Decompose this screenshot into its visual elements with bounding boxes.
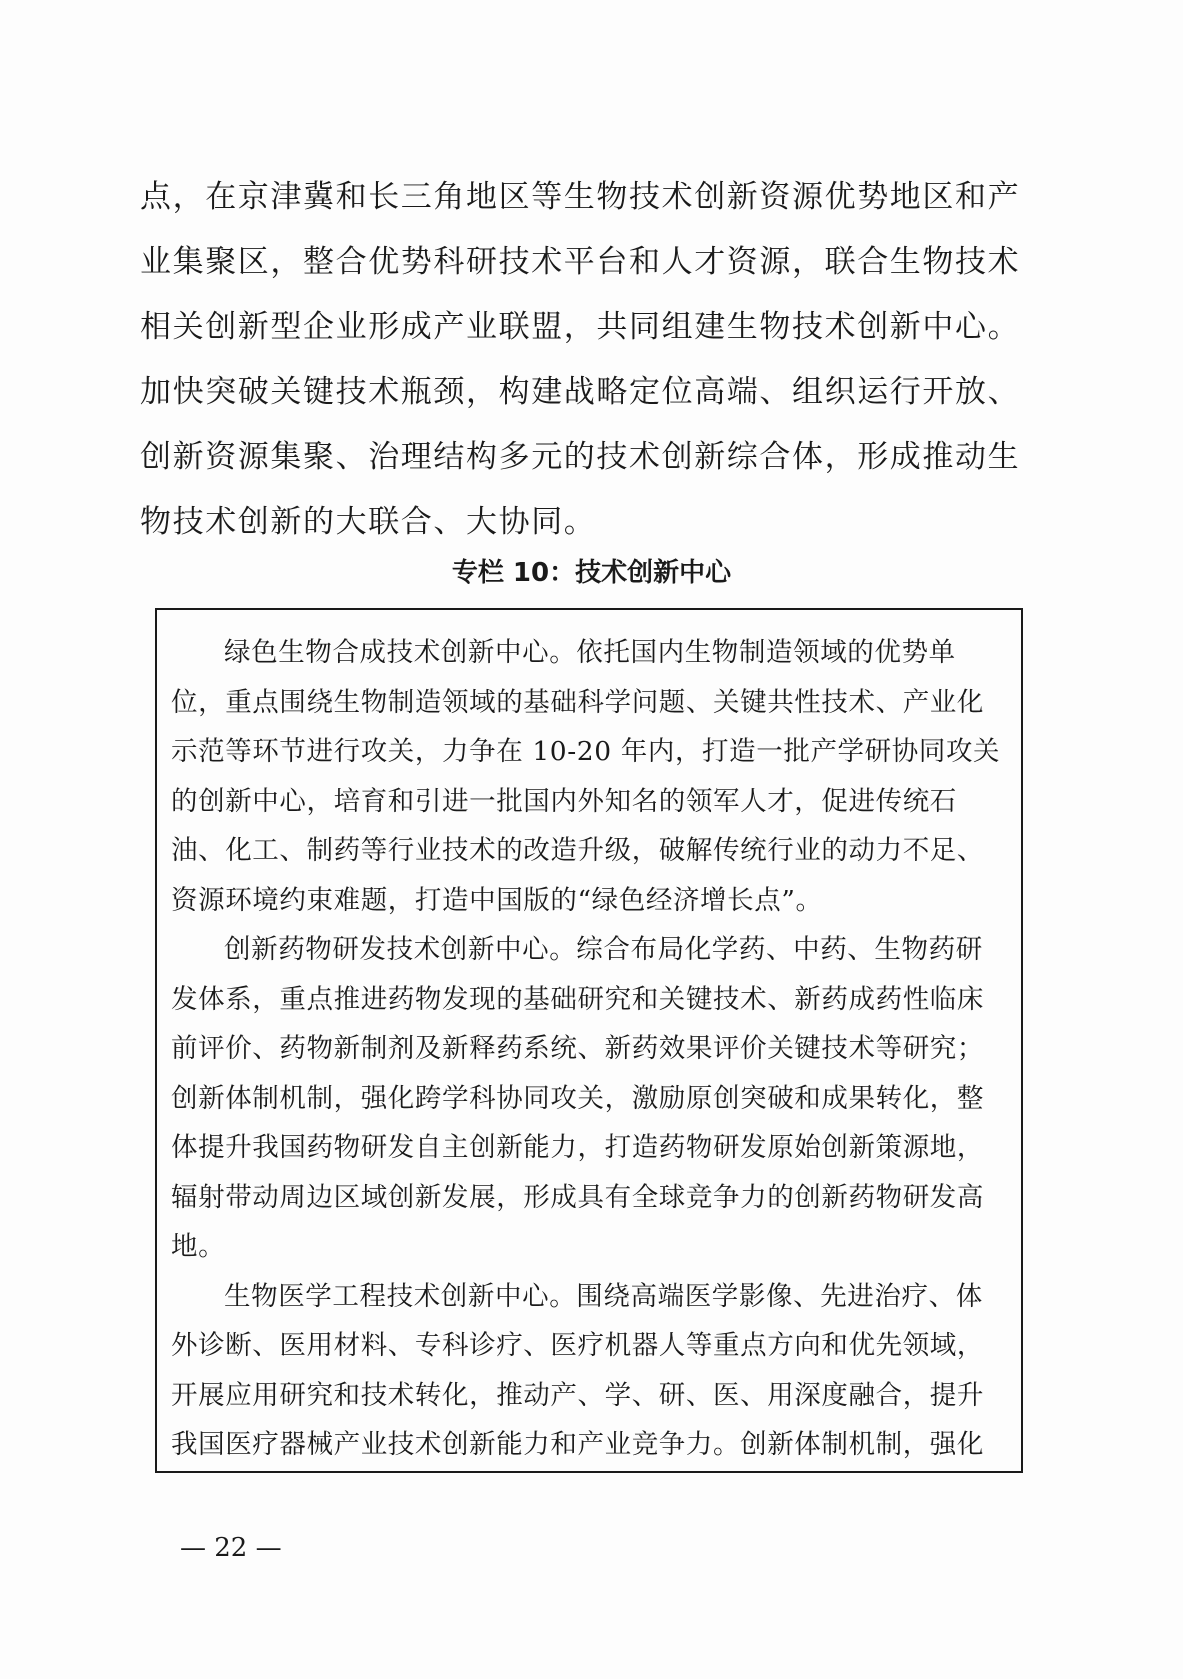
column-paragraph-drug-development: 创新药物研发技术创新中心。综合布局化学药、中药、生物药研发体系，重点推进药物发现的基础研究和关键技术、新药成药性临床前评价、药物新制剂及新释药系统、新药效果评价关键技术等研究；创新体制机制，强化跨学科协同攻关，激励原创突破和成果转化，整体提升我国药物研发自主创新能力，打造药物研发原始创新策源地，辐射带动周边区域创新发展，形成具有全球竞争力的创新药物研发高地。 — [171, 934, 984, 1262]
intro-paragraph: 点，在京津冀和长三角地区等生物技术创新资源优势地区和产业集聚区，整合优势科研技术平台和人才资源，联合生物技术相关创新型企业形成产业联盟，共同组建生物技术创新中心。加快突破关键技术瓶颈，构建战略定位高端、组织运行开放、创新资源集聚、治理结构多元的技术创新综合体，形成推动生物技术创新的大联合、大协同。 — [140, 179, 1021, 540]
page-number: — 22 — — [180, 1533, 282, 1563]
column-box — [155, 608, 1023, 1473]
column-title: 专栏 10：技术创新中心 — [451, 558, 732, 588]
column-paragraph-green-biosynthesis: 绿色生物合成技术创新中心。依托国内生物制造领域的优势单位，重点围绕生物制造领域的基础科学问题、关键共性技术、产业化示范等环节进行攻关，力争在 10-20 年内，打造一批产学研协同攻关的创新中心，培育和引进一批国内外知名的领军人才，促进传统石油、化工、制药等行业技术的改造升级，破解传统行业的动力不足、资源环境约束难题，打造中国版的“绿色经济增长点”。 — [171, 637, 1001, 916]
column-paragraph-biomedical-engineering: 生物医学工程技术创新中心。围绕高端医学影像、先进治疗、体外诊断、医用材料、专科诊疗、医疗机器人等重点方向和优先领域，开展应用研究和技术转化，推动产、学、研、医、用深度融合，提升我国医疗器械产业技术创新能力和产业竞争力。创新体制机制，强化 — [171, 1280, 984, 1460]
